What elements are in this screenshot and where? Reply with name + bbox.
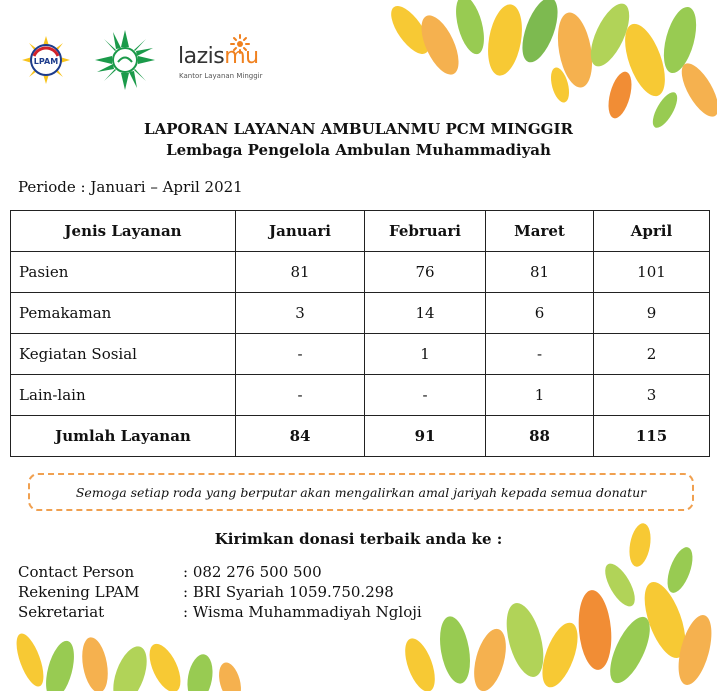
contact-value: : 082 276 500 500 bbox=[183, 563, 322, 581]
total-label: Jumlah Layanan bbox=[11, 416, 236, 457]
table-row bbox=[11, 334, 710, 375]
table-cell: 101 bbox=[594, 252, 710, 293]
logo-bar bbox=[20, 28, 270, 92]
total-cell: 115 bbox=[594, 416, 710, 457]
column-header: Januari bbox=[236, 211, 365, 252]
table-cell: 3 bbox=[594, 375, 710, 416]
total-cell: 91 bbox=[365, 416, 486, 457]
service-table bbox=[10, 210, 710, 457]
column-header: Maret bbox=[486, 211, 594, 252]
table-cell: 2 bbox=[594, 334, 710, 375]
table-cell: 1 bbox=[486, 375, 594, 416]
contact-value: : Wisma Muhammadiyah Ngloji bbox=[183, 603, 422, 621]
table-cell: - bbox=[365, 375, 486, 416]
table-row bbox=[11, 293, 710, 334]
row-label: Lain-lain bbox=[11, 375, 236, 416]
table-cell: 14 bbox=[365, 293, 486, 334]
report-title: LAPORAN LAYANAN AMBULANMU PCM MINGGIR bbox=[144, 120, 573, 138]
table-cell: 76 bbox=[365, 252, 486, 293]
donor-message bbox=[28, 473, 694, 511]
table-cell: - bbox=[486, 334, 594, 375]
contact-person-row bbox=[18, 562, 322, 582]
row-label: Pasien bbox=[11, 252, 236, 293]
table-row bbox=[11, 375, 710, 416]
column-header: Jenis Layanan bbox=[11, 211, 236, 252]
lazismu-logo bbox=[178, 34, 270, 86]
column-header: April bbox=[594, 211, 710, 252]
table-row bbox=[11, 252, 710, 293]
report-period: Periode : Januari – April 2021 bbox=[18, 178, 243, 196]
contact-value: : BRI Syariah 1059.750.298 bbox=[183, 583, 394, 601]
table-cell: 6 bbox=[486, 293, 594, 334]
table-header-row bbox=[11, 211, 710, 252]
row-label: Pemakaman bbox=[11, 293, 236, 334]
total-cell: 88 bbox=[486, 416, 594, 457]
table-cell: - bbox=[236, 334, 365, 375]
row-label: Kegiatan Sosial bbox=[11, 334, 236, 375]
table-cell: 81 bbox=[486, 252, 594, 293]
lpam-logo bbox=[20, 34, 72, 86]
table-cell: 1 bbox=[365, 334, 486, 375]
donor-message-text: Semoga setiap roda yang berputar akan mengalirkan amal jariyah kepada semua donatur bbox=[75, 484, 647, 500]
table-cell: 9 bbox=[594, 293, 710, 334]
donation-heading: Kirimkan donasi terbaik anda ke : bbox=[214, 530, 503, 548]
column-header: Februari bbox=[365, 211, 486, 252]
total-cell: 84 bbox=[236, 416, 365, 457]
table-cell: - bbox=[236, 375, 365, 416]
table-cell: 81 bbox=[236, 252, 365, 293]
lpam-logo-text: LPAM bbox=[33, 57, 59, 66]
contact-label: Contact Person bbox=[18, 563, 135, 581]
lazismu-subtitle: Kantor Layanan Minggir bbox=[179, 72, 263, 80]
lazismu-wordmark: lazismu bbox=[178, 44, 259, 69]
contact-label: Rekening LPAM bbox=[18, 583, 140, 601]
table-total-row bbox=[11, 416, 710, 457]
muhammadiyah-logo bbox=[94, 29, 156, 91]
table-cell: 3 bbox=[236, 293, 365, 334]
bank-account-row bbox=[18, 582, 394, 602]
report-subtitle: Lembaga Pengelola Ambulan Muhammadiyah bbox=[166, 141, 551, 159]
secretariat-row bbox=[18, 602, 422, 622]
contact-label: Sekretariat bbox=[18, 603, 105, 621]
